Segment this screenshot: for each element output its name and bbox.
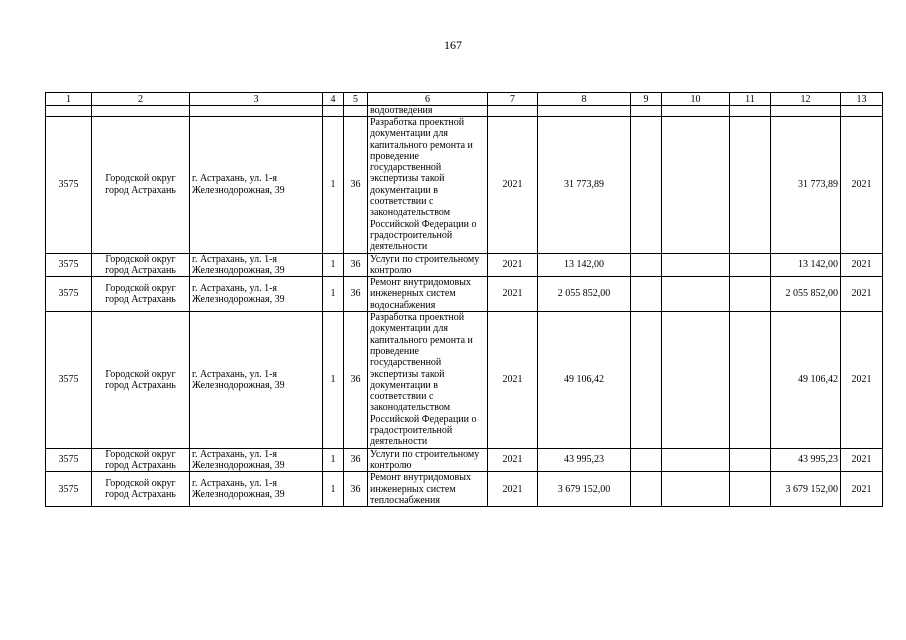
column-9-cell [631,312,662,449]
year-cell: 2021 [488,253,538,277]
column-12-cell: 49 106,42 [771,312,841,449]
column-12-cell: 43 995,23 [771,448,841,472]
municipality-cell: Городской округ город Астрахань [92,253,190,277]
table-row [46,472,883,507]
column-number-row [46,93,883,106]
year-cell: 2021 [488,117,538,254]
column-number: 13 [841,93,883,106]
work-type-cell: Разработка проектной документации для капитального ремонта и проведение государственной экспертизы такой документации в соответствии с законодательством Российской Федерации о градостроительной деятельности [368,312,488,449]
column-number: 5 [344,93,368,106]
column-12-cell: 31 773,89 [771,117,841,254]
column-4-cell: 1 [323,472,344,507]
column-13-cell: 2021 [841,448,883,472]
table-cell [323,106,344,117]
column-number: 6 [368,93,488,106]
column-11-cell [730,448,771,472]
table-row [46,448,883,472]
column-13-cell: 2021 [841,312,883,449]
column-11-cell [730,472,771,507]
year-cell: 2021 [488,472,538,507]
column-5-cell: 36 [344,117,368,254]
column-number: 3 [190,93,323,106]
column-9-cell [631,253,662,277]
address-cell: г. Астрахань, ул. 1-я Железнодорожная, 39 [190,448,323,472]
column-number: 4 [323,93,344,106]
table-cell [46,106,92,117]
continuation-row [46,106,883,117]
table-row [46,253,883,277]
column-4-cell: 1 [323,448,344,472]
address-cell: г. Астрахань, ул. 1-я Железнодорожная, 39 [190,472,323,507]
year-cell: 2021 [488,448,538,472]
table-cell [538,106,631,117]
table-row [46,277,883,312]
column-number: 10 [662,93,730,106]
column-12-cell: 2 055 852,00 [771,277,841,312]
column-10-cell [662,472,730,507]
table-cell [841,106,883,117]
municipality-cell: Городской округ город Астрахань [92,312,190,449]
column-9-cell [631,277,662,312]
column-11-cell [730,253,771,277]
record-id-cell: 3575 [46,312,92,449]
column-9-cell [631,117,662,254]
column-10-cell [662,312,730,449]
record-id-cell: 3575 [46,448,92,472]
total-cost-cell: 2 055 852,00 [538,277,631,312]
work-type-cell: Услуги по строительному контролю [368,253,488,277]
record-id-cell: 3575 [46,117,92,254]
column-4-cell: 1 [323,117,344,254]
column-10-cell [662,253,730,277]
column-4-cell: 1 [323,277,344,312]
work-type-cell: Ремонт внутридомовых инженерных систем водоснабжения [368,277,488,312]
column-9-cell [631,472,662,507]
year-cell: 2021 [488,312,538,449]
record-id-cell: 3575 [46,277,92,312]
table-cell [190,106,323,117]
total-cost-cell: 3 679 152,00 [538,472,631,507]
column-number: 12 [771,93,841,106]
table-row [46,117,883,254]
municipality-cell: Городской округ город Астрахань [92,472,190,507]
column-4-cell: 1 [323,253,344,277]
address-cell: г. Астрахань, ул. 1-я Железнодорожная, 39 [190,253,323,277]
column-11-cell [730,117,771,254]
work-type-cell: Ремонт внутридомовых инженерных систем теплоснабжения [368,472,488,507]
total-cost-cell: 49 106,42 [538,312,631,449]
column-11-cell [730,312,771,449]
column-9-cell [631,448,662,472]
column-13-cell: 2021 [841,117,883,254]
municipality-cell: Городской округ город Астрахань [92,117,190,254]
work-type-cell: Услуги по строительному контролю [368,448,488,472]
work-type-cell: Разработка проектной документации для капитального ремонта и проведение государственной экспертизы такой документации в соответствии с законодательством Российской Федерации о градостроительной деятельности [368,117,488,254]
column-5-cell: 36 [344,472,368,507]
column-number: 8 [538,93,631,106]
column-10-cell [662,277,730,312]
total-cost-cell: 43 995,23 [538,448,631,472]
table-cell [662,106,730,117]
table-cell [771,106,841,117]
column-5-cell: 36 [344,448,368,472]
column-5-cell: 36 [344,253,368,277]
municipality-cell: Городской округ город Астрахань [92,448,190,472]
column-13-cell: 2021 [841,472,883,507]
table-cell [631,106,662,117]
repair-program-table [45,92,883,507]
table-cell [344,106,368,117]
column-4-cell: 1 [323,312,344,449]
column-10-cell [662,117,730,254]
column-12-cell: 13 142,00 [771,253,841,277]
column-10-cell [662,448,730,472]
page-number: 167 [444,38,462,52]
address-cell: г. Астрахань, ул. 1-я Железнодорожная, 39 [190,117,323,254]
table-cell [488,106,538,117]
municipality-cell: Городской округ город Астрахань [92,277,190,312]
address-cell: г. Астрахань, ул. 1-я Железнодорожная, 39 [190,312,323,449]
column-number: 2 [92,93,190,106]
table-cell [730,106,771,117]
record-id-cell: 3575 [46,472,92,507]
column-number: 7 [488,93,538,106]
column-5-cell: 36 [344,312,368,449]
column-11-cell [730,277,771,312]
column-13-cell: 2021 [841,277,883,312]
column-5-cell: 36 [344,277,368,312]
year-cell: 2021 [488,277,538,312]
total-cost-cell: 13 142,00 [538,253,631,277]
column-13-cell: 2021 [841,253,883,277]
address-cell: г. Астрахань, ул. 1-я Железнодорожная, 39 [190,277,323,312]
table-cell [92,106,190,117]
record-id-cell: 3575 [46,253,92,277]
table-row [46,312,883,449]
column-number: 11 [730,93,771,106]
work-type-cell: водоотведения [368,106,488,117]
column-12-cell: 3 679 152,00 [771,472,841,507]
total-cost-cell: 31 773,89 [538,117,631,254]
column-number: 9 [631,93,662,106]
column-number: 1 [46,93,92,106]
